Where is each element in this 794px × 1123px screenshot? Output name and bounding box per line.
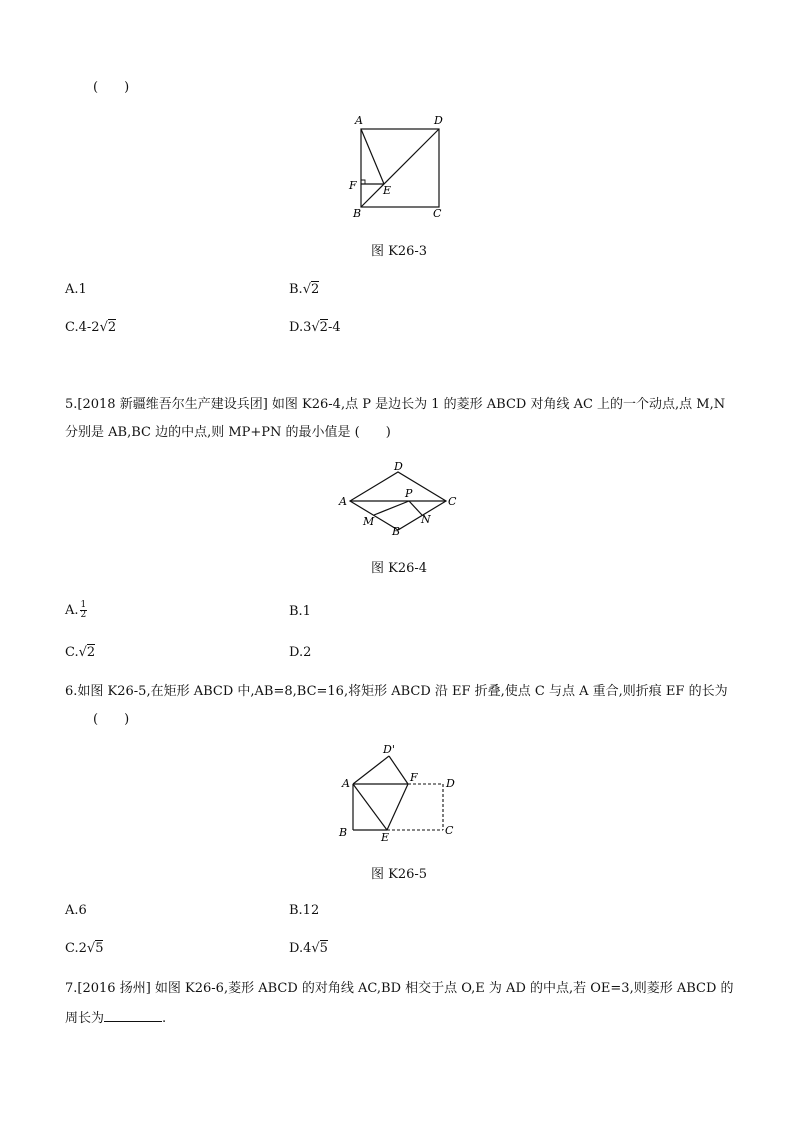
sqrt-icon: √ — [311, 320, 320, 335]
diagonal-bd — [361, 129, 439, 207]
answer-blank[interactable] — [104, 1009, 162, 1022]
label-d-prime: D' — [383, 743, 395, 756]
segment-ae — [353, 784, 387, 830]
sqrt-icon: √ — [78, 645, 87, 660]
label-d: D — [434, 114, 443, 127]
label-c: C — [448, 495, 457, 508]
label-b: B — [392, 525, 401, 538]
figure-k26-3 — [340, 110, 460, 225]
segment-ae — [361, 129, 384, 184]
label-c: C — [445, 824, 454, 837]
q5-option-c: C.√2 — [65, 645, 96, 660]
q6-answer-paren: ( ) — [93, 712, 130, 727]
sqrt-icon: √ — [311, 941, 320, 956]
q5-option-b: B.1 — [289, 604, 311, 619]
caption-k26-3: 图 K26-3 — [371, 244, 428, 259]
segment-ad-prime — [353, 756, 389, 784]
q4-answer-paren: ( ) — [93, 80, 130, 95]
label-e: E — [381, 831, 390, 844]
label-f: F — [349, 179, 357, 192]
label-d: D — [394, 460, 403, 473]
q7-stem-line2: 周长为 . — [65, 1011, 167, 1026]
q4-option-b: B.√2 — [289, 282, 320, 297]
label-a: A — [355, 114, 363, 127]
q6-option-c: C.2√5 — [65, 941, 104, 956]
label-p: P — [405, 487, 413, 500]
label-b: B — [353, 207, 362, 220]
label-c: C — [433, 207, 442, 220]
q4-option-d: D.3√2-4 — [289, 320, 341, 335]
q6-stem-line1: 6.如图 K26-5,在矩形 ABCD 中,AB=8,BC=16,将矩形 ABCD 沿 EF 折叠,使点 C 与点 A 重合,则折痕 EF 的长为 — [65, 684, 728, 699]
sqrt-icon: √ — [99, 320, 108, 335]
q4-option-a: A.1 — [65, 282, 87, 297]
label-f: F — [410, 771, 418, 784]
figure-k26-5 — [335, 740, 465, 845]
q5-stem-line2: 分别是 AB,BC 边的中点,则 MP+PN 的最小值是 ( ) — [65, 425, 391, 440]
sqrt-icon: √ — [86, 941, 96, 956]
q5-stem-line1: 5.[2018 新疆维吾尔生产建设兵团] 如图 K26-4,点 P 是边长为 1 的菱形 ABCD 对角线 AC 上的一个动点,点 M,N — [65, 397, 726, 412]
label-e: E — [383, 184, 392, 197]
q6-option-b: B.12 — [289, 903, 320, 918]
caption-k26-4: 图 K26-4 — [371, 561, 428, 576]
sqrt-icon: √ — [302, 282, 311, 297]
label-d: D — [446, 777, 455, 790]
caption-k26-5: 图 K26-5 — [371, 867, 428, 882]
segment-d-prime-f — [389, 756, 408, 784]
label-a: A — [342, 777, 350, 790]
q6-option-d: D.4√5 — [289, 941, 328, 956]
fraction: $\frac{1}{2}$ — [80, 600, 87, 620]
q6-option-a: A.6 — [65, 903, 87, 918]
label-b: B — [339, 826, 348, 839]
label-n: N — [421, 513, 431, 526]
q4-option-c: C.4-2√2 — [65, 320, 117, 335]
right-angle-mark-f — [361, 180, 365, 184]
q5-option-a: A. $\frac{1}{2}$ — [65, 600, 87, 620]
q7-stem-line1: 7.[2016 扬州] 如图 K26-6,菱形 ABCD 的对角线 AC,BD 相交于点 O,E 为 AD 的中点,若 OE=3,则菱形 ABCD 的 — [65, 981, 734, 996]
figure-k26-4 — [330, 455, 470, 540]
q5-option-d: D.2 — [289, 645, 312, 660]
segment-mp — [374, 501, 409, 515]
label-m: M — [363, 515, 375, 528]
fold-ef — [387, 784, 408, 830]
label-a: A — [339, 495, 347, 508]
